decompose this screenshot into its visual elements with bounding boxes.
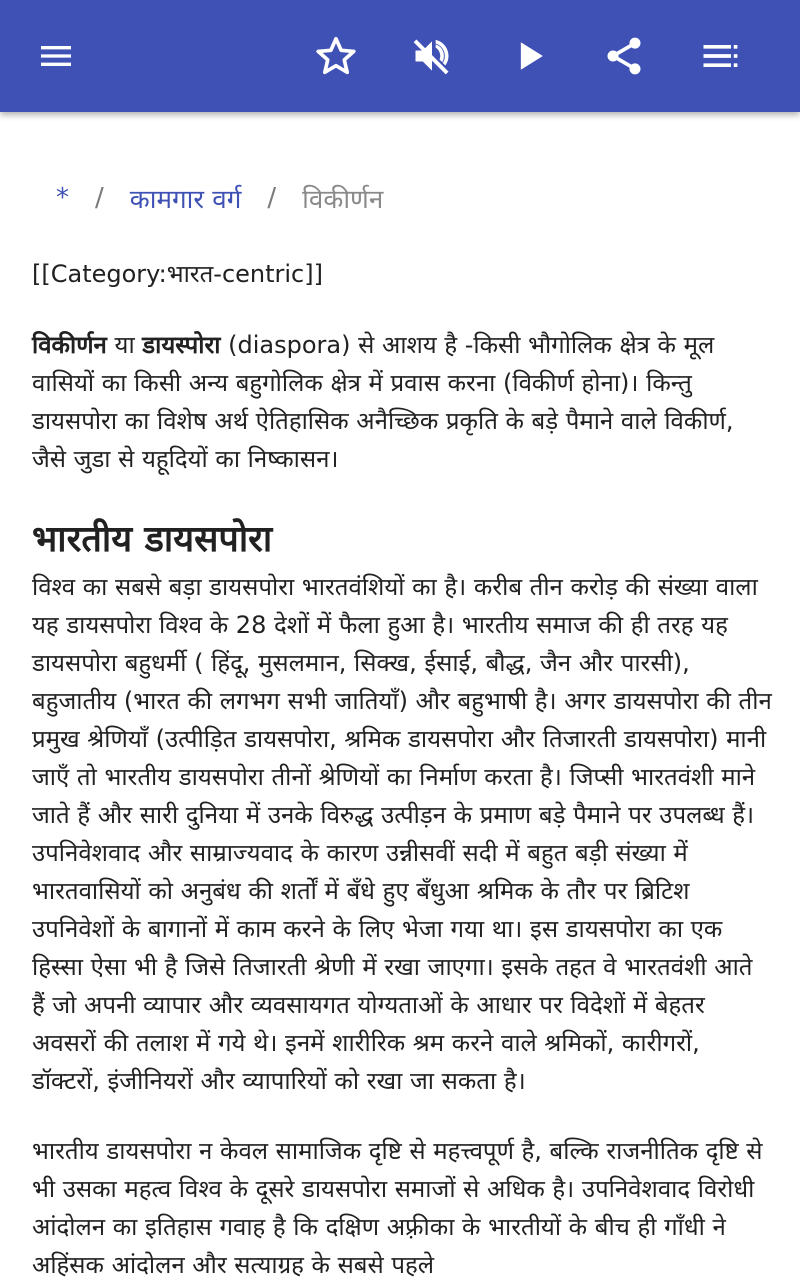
- intro-text: (diaspora) से आशय है -किसी भौगोलिक क्षेत्र के मूल वासियों का किसी अन्य बहुगोलिक क्षेत्र में प्रवास करना (विकीर्ण होना)। किन्तु डायसपोरा का विशेष अर्थ ऐतिहासिक अनैच्छिक प्रकृति के बड़े पैमाने वाले विकीर्ण, जैसे जुडा से यहूदियों का निष्कासन।: [32, 331, 734, 473]
- contents-button[interactable]: [692, 28, 748, 84]
- favorite-button[interactable]: [308, 28, 364, 84]
- breadcrumb-parent-link[interactable]: कामगार वर्ग: [129, 185, 242, 215]
- breadcrumb-current: विकीर्णन: [302, 185, 384, 215]
- breadcrumb: [56, 178, 383, 218]
- menu-button[interactable]: [28, 28, 84, 84]
- intro-connector: या: [106, 331, 143, 359]
- intro-term-vikirnan: विकीर्णन: [32, 331, 107, 359]
- intro-term-diaspora: डायस्पोरा: [142, 331, 221, 359]
- menu-icon: [36, 36, 76, 76]
- play-icon: [508, 34, 552, 78]
- breadcrumb-separator: /: [95, 183, 104, 213]
- intro-paragraph: [32, 326, 772, 478]
- volume-off-icon: [410, 34, 454, 78]
- play-button[interactable]: [502, 28, 558, 84]
- article-content: [0, 112, 800, 1280]
- share-button[interactable]: [596, 28, 652, 84]
- body-paragraph: विश्व का सबसे बड़ा डायसपोरा भारतवंशियों का है। करीब तीन करोड़ की संख्या वाला यह डायसपोरा विश्व के 28 देशों में फैला हुआ है। भारतीय समाज की ही तरह यह डायसपोरा बहुधर्मी ( हिंदू, मुसलमान, सिक्ख, ईसाई, बौद्ध, जैन और पारसी), बहुजातीय (भारत की लगभग सभी जातियाँ) और बहुभाषी है। अगर डायसपोरा की तीन प्रमुख श्रेणियाँ (उत्पीड़ित डायसपोरा, श्रमिक डायसपोरा और तिजारती डायसपोरा) मानी जाएँ तो भारतीय डायसपोरा तीनों श्रेणियों का निर्माण करता है। जिप्सी भारतवंशी माने जाते हैं और सारी दुनिया में उनके विरुद्ध उत्पीड़न के प्रमाण बड़े पैमाने पर उपलब्ध हैं। उपनिवेशवाद और साम्राज्यवाद के कारण उन्नीसवीं सदी में बहुत बड़ी संख्या में भारतवासियों को अनुबंध की शर्तों में बँधे हुए बँधुआ श्रमिक के तौर पर ब्रिटिश उपनिवेशों के बागानों में काम करने के लिए भेजा गया था। इस डायसपोरा का एक हिस्सा ऐसा भी है जिसे तिजारती श्रेणी में रखा जाएगा। इसके तहत वे भारतवंशी आते हैं जो अपनी व्यापार और व्यवसायगत योग्यताओं के आधार पर विदेशों में बेहतर अवसरों की तलाश में गये थे। इनमें शारीरिक श्रम करने वाले श्रमिकों, कारीगरों, डॉक्टरों, इंजीनियरों और व्यापारियों को रखा जा सकता है।: [32, 573, 772, 1095]
- breadcrumb-home-link[interactable]: *: [56, 183, 69, 213]
- star-icon: [314, 34, 358, 78]
- list-icon: [698, 34, 742, 78]
- body-paragraph: भारतीय डायसपोरा न केवल सामाजिक दृष्टि से महत्त्वपूर्ण है, बल्कि राजनीतिक दृष्टि से भी उसका महत्व विश्व के दूसरे डायसपोरा समाजों से अधिक है। उपनिवेशवाद विरोधी आंदोलन का इतिहास गवाह है कि दक्षिण अफ़्रीका के भारतीयों के बीच ही गाँधी ने अहिंसक आंदोलन और सत्याग्रह के सबसे पहले: [32, 1137, 763, 1279]
- category-text: [[Category:भारत-centric]]: [32, 260, 323, 288]
- app-bar: [0, 0, 800, 112]
- breadcrumb-separator: /: [267, 183, 277, 213]
- share-icon: [602, 34, 646, 78]
- section-heading: भारतीय डायसपोरा: [32, 519, 273, 560]
- mute-button[interactable]: [404, 28, 460, 84]
